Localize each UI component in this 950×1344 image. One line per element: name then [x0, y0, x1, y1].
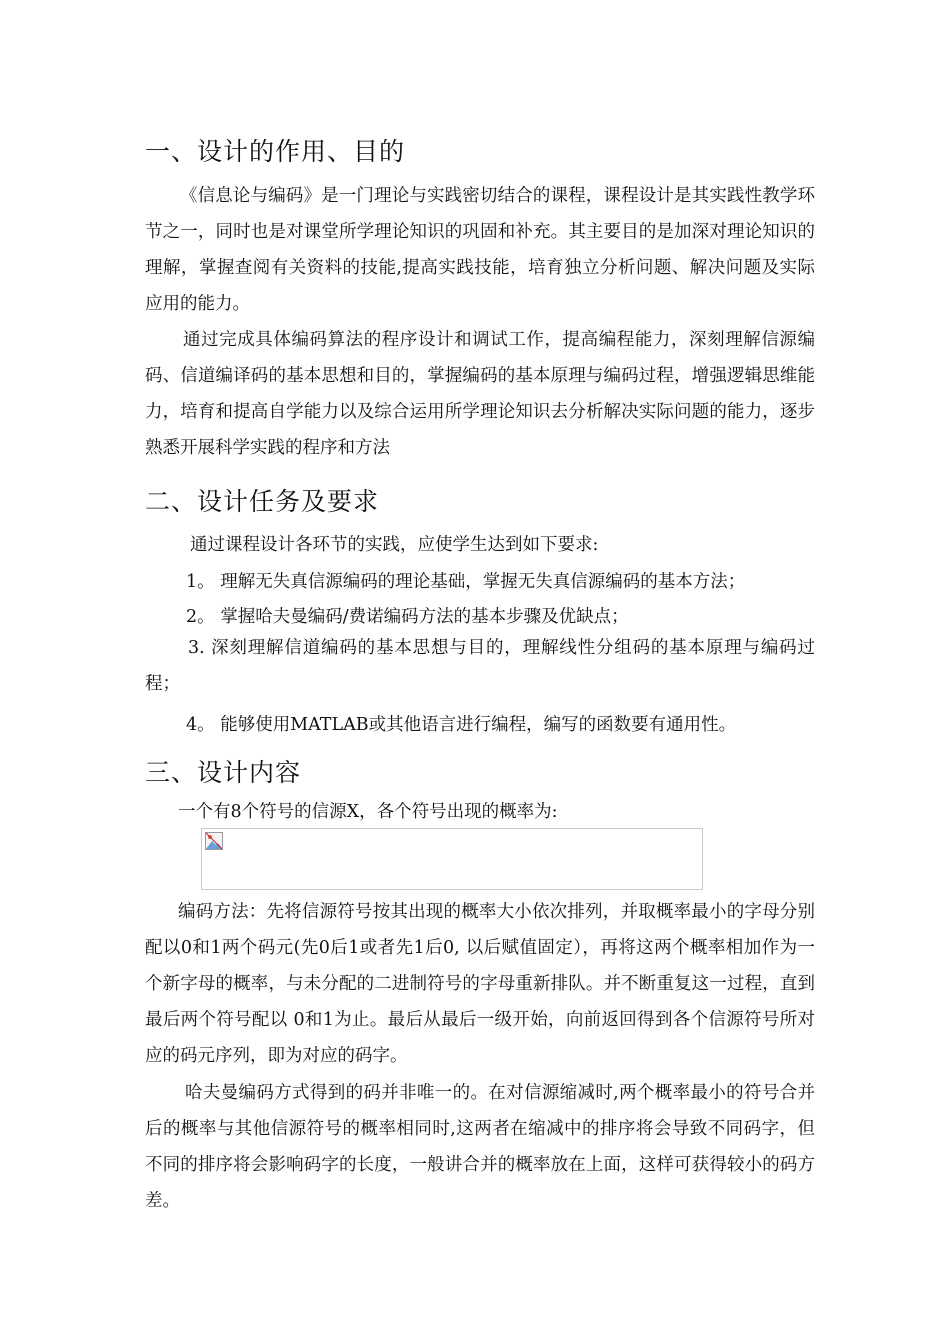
section-3-paragraph-1: 编码方法：先将信源符号按其出现的概率大小依次排列，并取概率最小的字母分别配以0和1两个码元(先0后1或者先1后0, 以后赋值固定），再将这两个概率相加作为一个新字母的概率，与未分配的二进制符号的字母重新排队。并不断重复这一过程，直到最后两个符号配以 0和1为止。最后从最后一级开始，向前返回得到各个信源符号所对应的码元序列，即为对应的码字。 [145, 902, 815, 1066]
broken-image-icon [205, 832, 223, 850]
requirement-item-1: 1。 理解无失真信源编码的理论基础，掌握无失真信源编码的基本方法； [186, 572, 746, 592]
section-2-heading: 二、设计任务及要求 [145, 487, 380, 516]
section-1-paragraph-2: 通过完成具体编码算法的程序设计和调试工作，提高编程能力，深刻理解信源编码、信道编译码的基本思想和目的，掌握编码的基本原理与编码过程，增强逻辑思维能力，培育和提高自学能力以及综合运用所学理论知识去分析解决实际问题的能力，逐步熟悉开展科学实践的程序和方法 [145, 330, 815, 458]
section-2-intro: 通过课程设计各环节的实践，应使学生达到如下要求: [190, 535, 599, 555]
section-3-intro: 一个有8个符号的信源X，各个符号出现的概率为: [178, 802, 558, 822]
section-3-heading: 三、设计内容 [145, 758, 302, 787]
section-1-heading: 一、设计的作用、目的 [145, 137, 406, 166]
requirement-item-4: 4。 能够使用MATLAB或其他语言进行编程，编写的函数要有通用性。 [186, 715, 737, 735]
requirement-item-2: 2。 掌握哈夫曼编码/费诺编码方法的基本步骤及优缺点； [186, 607, 629, 627]
section-1-paragraph-1: 《信息论与编码》是一门理论与实践密切结合的课程，课程设计是其实践性教学环节之一，同时也是对课堂所学理论知识的巩固和补充。其主要目的是加深对理论知识的理解，掌握查阅有关资料的技能,提高实践技能，培育独立分析问题、解决问题及实际应用的能力。 [145, 186, 815, 314]
requirement-item-3: 3. 深刻理解信道编码的基本思想与目的，理解线性分组码的基本原理与编码过程； [145, 638, 815, 694]
probability-image-placeholder [201, 828, 703, 890]
section-3-paragraph-2: 哈夫曼编码方式得到的码并非唯一的。在对信源缩减时,两个概率最小的符号合并后的概率与其他信源符号的概率相同时,这两者在缩减中的排序将会导致不同码字，但不同的排序将会影响码字的长度，一般讲合并的概率放在上面，这样可获得较小的码方差。 [145, 1083, 815, 1211]
